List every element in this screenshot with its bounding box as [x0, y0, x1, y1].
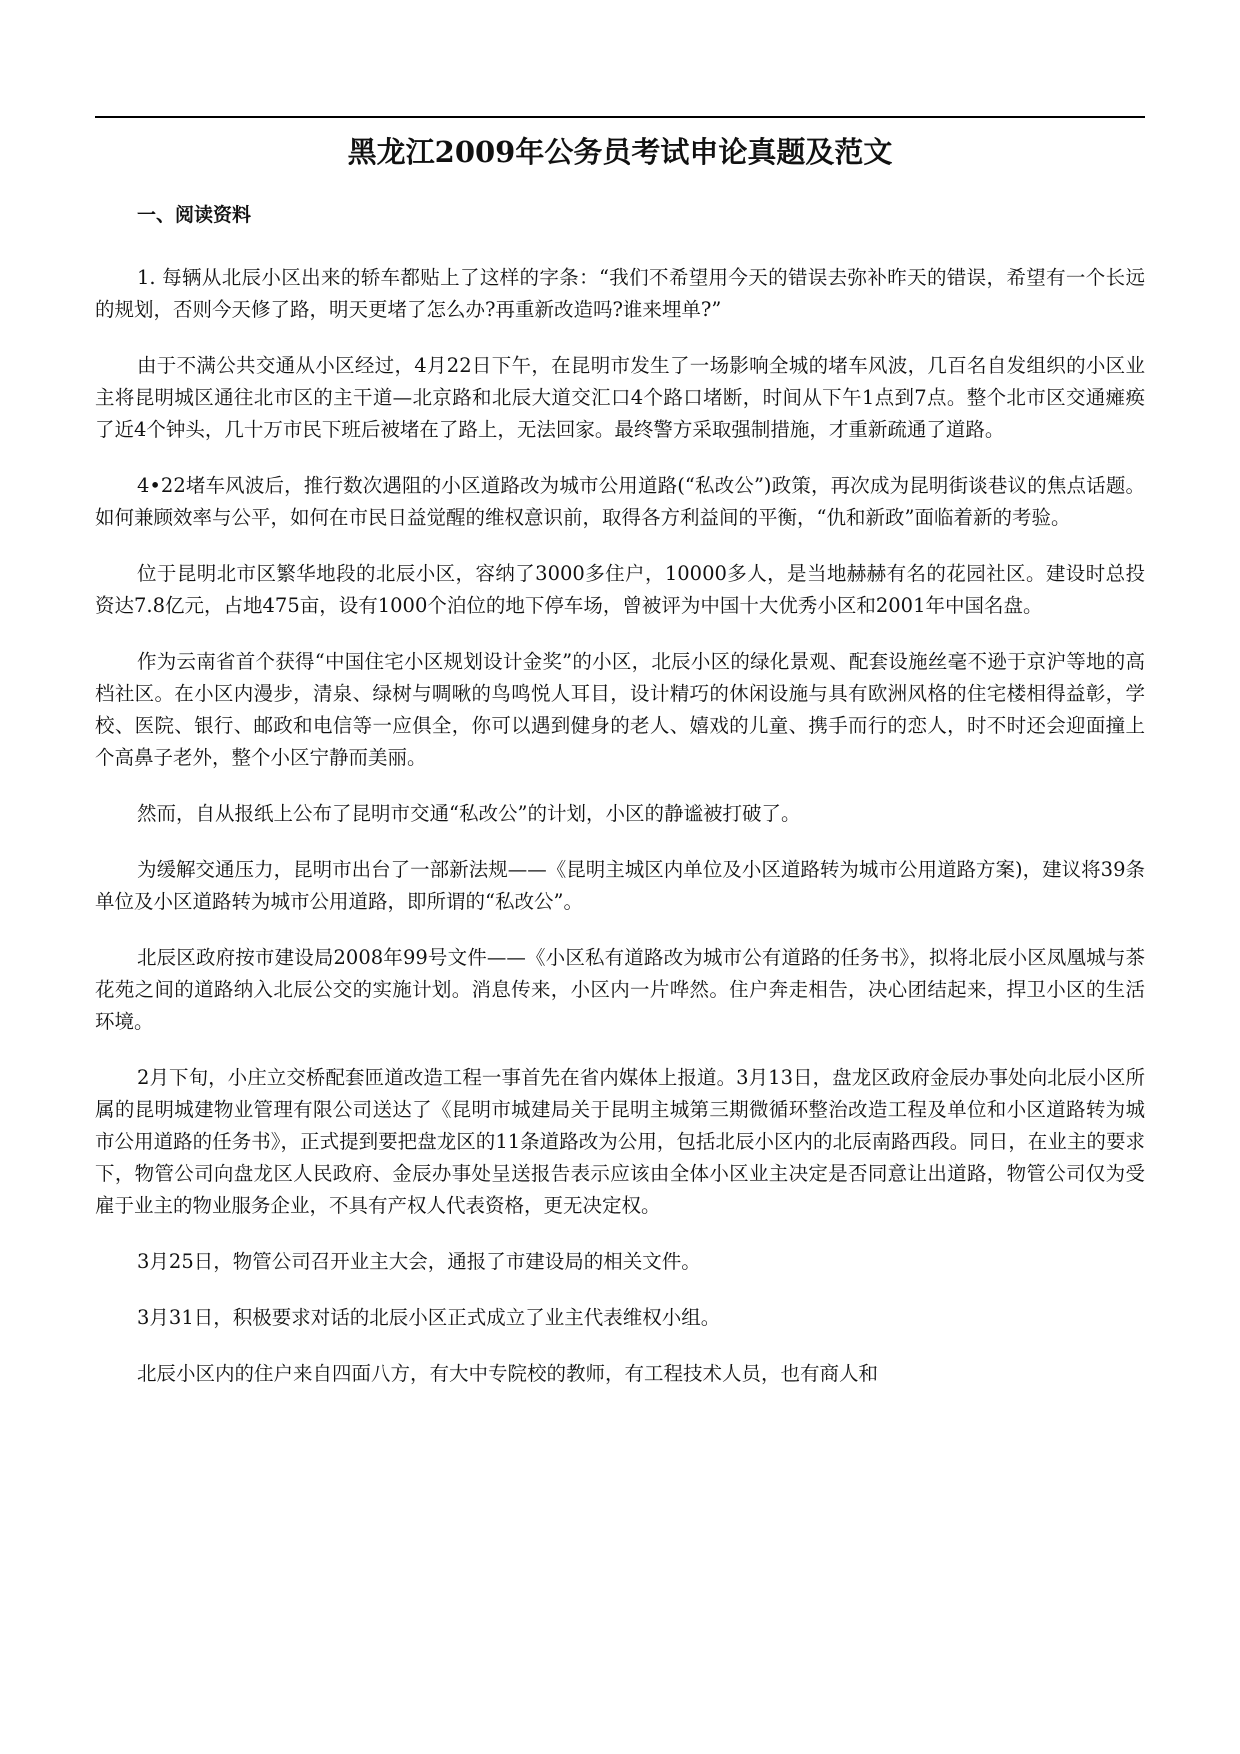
document-body: [95, 262, 1145, 1414]
paragraph-7: 为缓解交通压力，昆明市出台了一部新法规——《昆明主城区内单位及小区道路转为城市公用道路方案)，建议将39条单位及小区道路转为城市公用道路，即所谓的“私改公”。: [95, 858, 1145, 913]
document-title: 黑龙江2009年公务员考试申论真题及范文: [347, 135, 893, 169]
paragraph-3: 4•22堵车风波后，推行数次遇阻的小区道路改为城市公用道路(“私改公”)政策，再次成为昆明街谈巷议的焦点话题。如何兼顾效率与公平，如何在市民日益觉醒的维权意识前，取得各方利益间的平衡，“仇和新政”面临着新的考验。: [95, 474, 1145, 529]
paragraph-6: 然而，自从报纸上公布了昆明市交通“私改公”的计划，小区的静谧被打破了。: [137, 802, 801, 825]
section-heading: 一、阅读资料: [137, 204, 252, 226]
paragraph-10: 3月25日，物管公司召开业主大会，通报了市建设局的相关文件。: [137, 1250, 701, 1273]
paragraph-9: 2月下旬，小庄立交桥配套匝道改造工程一事首先在省内媒体上报道。3月13日，盘龙区政府金辰办事处向北辰小区所属的昆明城建物业管理有限公司送达了《昆明市城建局关于昆明主城第三期微循环整治改造工程及单位和小区道路转为城市公用道路的任务书》，正式提到要把盘龙区的11条道路改为公用，包括北辰小区内的北辰南路西段。同日，在业主的要求下，物管公司向盘龙区人民政府、金辰办事处呈送报告表示应该由全体小区业主决定是否同意让出道路，物管公司仅为受雇于业主的物业服务企业，不具有产权人代表资格，更无决定权。: [95, 1066, 1145, 1217]
paragraph-5: 作为云南省首个获得“中国住宅小区规划设计金奖”的小区，北辰小区的绿化景观、配套设施丝毫不逊于京沪等地的高档社区。在小区内漫步，清泉、绿树与啁啾的鸟鸣悦人耳目，设计精巧的休闲设施与具有欧洲风格的住宅楼相得益彰，学校、医院、银行、邮政和电信等一应俱全，你可以遇到健身的老人、嬉戏的儿童、携手而行的恋人，时不时还会迎面撞上个高鼻子老外，整个小区宁静而美丽。: [95, 650, 1145, 769]
paragraph-1: 1. 每辆从北辰小区出来的轿车都贴上了这样的字条：“我们不希望用今天的错误去弥补昨天的错误，希望有一个长远的规划，否则今天修了路，明天更堵了怎么办?再重新改造吗?谁来埋单?”: [95, 266, 1145, 321]
paragraph-8: 北辰区政府按市建设局2008年99号文件——《小区私有道路改为城市公有道路的任务书》，拟将北辰小区凤凰城与茶花苑之间的道路纳入北辰公交的实施计划。消息传来，小区内一片哗然。住户奔走相告，决心团结起来，捍卫小区的生活环境。: [95, 946, 1145, 1033]
paragraph-4: 位于昆明北市区繁华地段的北辰小区，容纳了3000多住户，10000多人，是当地赫赫有名的花园社区。建设时总投资达7.8亿元，占地475亩，设有1000个泊位的地下停车场，曾被评为中国十大优秀小区和2001年中国名盘。: [95, 562, 1145, 617]
header-rule: [95, 116, 1145, 118]
paragraph-12: 北辰小区内的住户来自四面八方，有大中专院校的教师，有工程技术人员，也有商人和: [137, 1362, 879, 1385]
paragraph-2: 由于不满公共交通从小区经过，4月22日下午，在昆明市发生了一场影响全城的堵车风波，几百名自发组织的小区业主将昆明城区通往北市区的主干道—北京路和北辰大道交汇口4个路口堵断，时间从下午1点到7点。整个北市区交通瘫痪了近4个钟头，几十万市民下班后被堵在了路上，无法回家。最终警方采取强制措施，才重新疏通了道路。: [95, 354, 1145, 441]
paragraph-11: 3月31日，积极要求对话的北辰小区正式成立了业主代表维权小组。: [137, 1306, 721, 1329]
